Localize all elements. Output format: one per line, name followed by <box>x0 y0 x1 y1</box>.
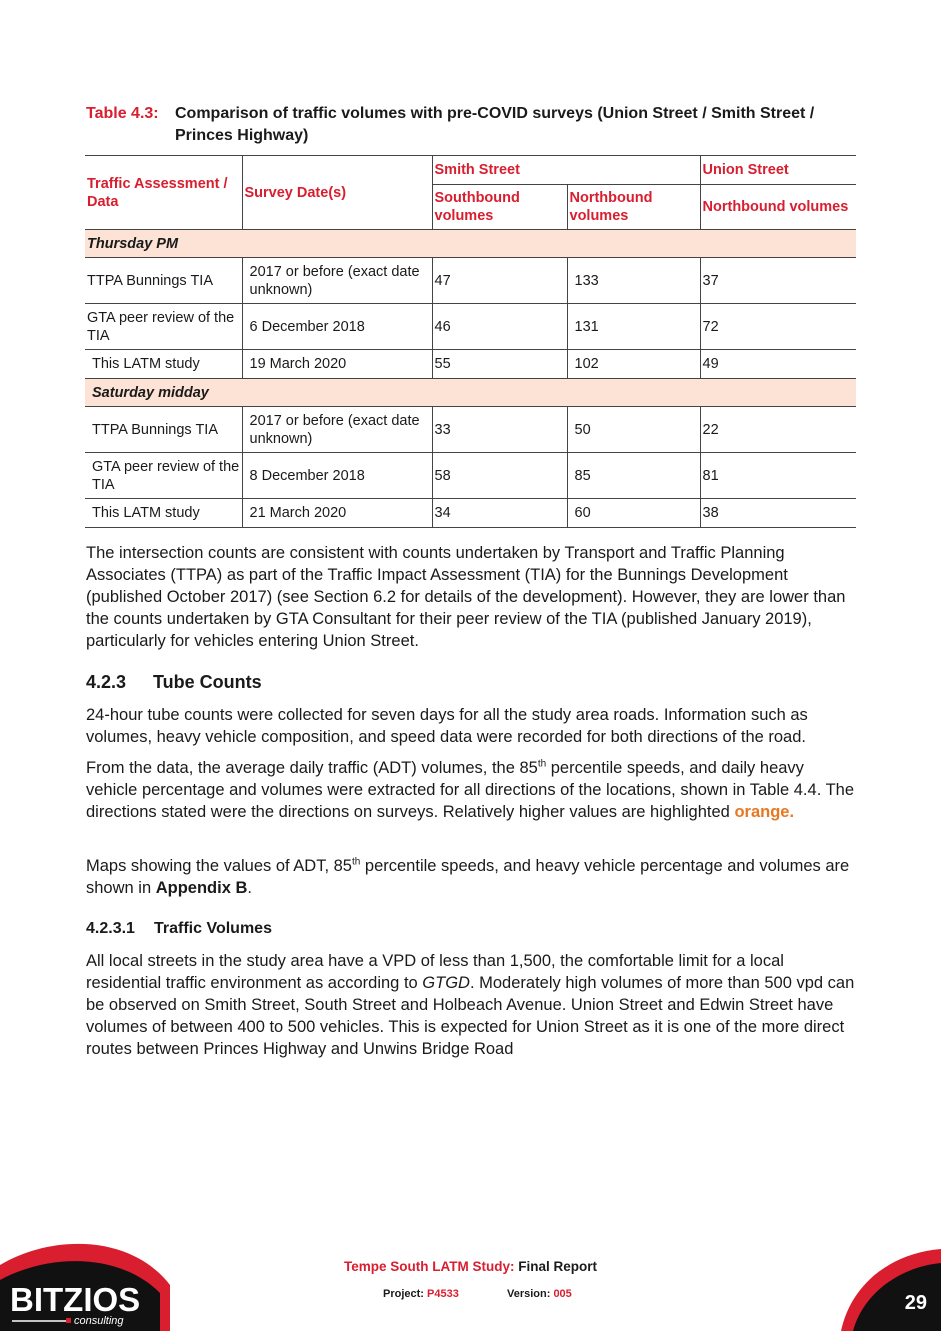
table-number: Table 4.3: <box>86 105 159 122</box>
subsection-title: Traffic Volumes <box>154 920 272 937</box>
header-assessment: Traffic Assessment / Data <box>85 156 242 230</box>
cell-assessment: GTA peer review of the TIA <box>85 453 242 499</box>
section-label: Saturday midday <box>85 379 856 407</box>
section-row <box>85 379 856 407</box>
cell-smith-nb: 102 <box>567 350 700 379</box>
logo-shape-icon <box>0 1225 180 1331</box>
orange-highlight-word: orange. <box>734 803 795 821</box>
cell-assessment: TTPA Bunnings TIA <box>85 258 242 304</box>
page-number: 29 <box>904 1292 927 1314</box>
paragraph-traffic-volumes <box>86 950 856 1060</box>
table-row <box>85 258 856 304</box>
header-smith-street: Smith Street <box>432 156 700 185</box>
cell-union-nb: 22 <box>700 407 856 453</box>
cell-smith-nb: 60 <box>567 499 700 528</box>
cell-smith-sb: 33 <box>432 407 567 453</box>
cell-assessment: This LATM study <box>85 499 242 528</box>
project-label: Project: <box>383 1288 424 1300</box>
cell-date: 2017 or before (exact date unknown) <box>242 407 432 453</box>
cell-smith-sb: 34 <box>432 499 567 528</box>
table-title: Comparison of traffic volumes with pre-COVID surveys (Union Street / Smith Street / Princes Highway) <box>175 105 815 144</box>
cell-union-nb: 38 <box>700 499 856 528</box>
header-smith-northbound: Northbound volumes <box>567 185 700 230</box>
cell-assessment: TTPA Bunnings TIA <box>85 407 242 453</box>
footer-project-meta <box>383 1288 572 1300</box>
header-survey-dates: Survey Date(s) <box>242 156 432 230</box>
version-value: 005 <box>553 1288 572 1300</box>
paragraph-adt <box>86 757 856 823</box>
cell-smith-sb: 55 <box>432 350 567 379</box>
text-span: All local streets in the study area have a VPD of less than 1,500, the comfortable limit for a local residential traffic environment as according to <box>86 952 784 992</box>
appendix-reference: Appendix B <box>155 879 248 897</box>
traffic-volumes-table <box>85 155 856 528</box>
paragraph-maps <box>86 855 856 899</box>
cell-smith-nb: 133 <box>567 258 700 304</box>
table-row <box>85 407 856 453</box>
version-label: Version: <box>506 1288 551 1300</box>
text-span: . Moderately high volumes of more than 500 vpd can be observed on Smith Street, South Street and Holbeach Avenue. Union Street and Edwin Street have volumes of between 400 to 500 vehicles. This is expected for Union Street as it is one of the more direct routes between Princes Highway and Unwins Bridge Road <box>86 974 855 1058</box>
logo-text: BITZIOS <box>10 1281 141 1318</box>
cell-smith-nb: 131 <box>567 304 700 350</box>
paragraph-tube-counts: 24-hour tube counts were collected for seven days for all the study area roads. Information such as volumes, heavy vehicle composition, and speed data were recorded for both directions of the road. <box>86 706 808 746</box>
superscript: th <box>537 758 547 770</box>
section-title: Tube Counts <box>153 672 262 692</box>
cell-date: 8 December 2018 <box>242 453 432 499</box>
section-label: Thursday PM <box>85 230 856 258</box>
table-header-row <box>85 156 856 185</box>
project-value: P4533 <box>427 1288 459 1300</box>
text-span: . <box>247 879 252 897</box>
cell-union-nb: 72 <box>700 304 856 350</box>
section-row <box>85 230 856 258</box>
section-number: 4.2.3 <box>86 672 127 692</box>
cell-smith-sb: 46 <box>432 304 567 350</box>
table-row <box>85 350 856 379</box>
cell-date: 6 December 2018 <box>242 304 432 350</box>
cell-assessment: This LATM study <box>85 350 242 379</box>
text-span: From the data, the average daily traffic (ADT) volumes, the 85 <box>86 759 538 777</box>
table-row <box>85 453 856 499</box>
header-smith-southbound: Southbound volumes <box>432 185 567 230</box>
cell-smith-sb: 58 <box>432 453 567 499</box>
bitzios-logo <box>0 1225 180 1331</box>
paragraph-intersection-counts: The intersection counts are consistent with counts undertaken by Transport and Traffic Planning Associates (TTPA) as part of the Traffic Impact Assessment (TIA) for the Bunnings Development (published October 2017) (see Section 6.2 for details of the development). However, they are lower than the counts undertaken by GTA Consultant for their peer review of the TIA (published January 2019), particularly for vehicles entering Union Street. <box>86 544 846 650</box>
italic-reference: GTGD <box>422 974 470 992</box>
header-union-street: Union Street <box>700 156 856 185</box>
text-span: percentile speeds, and daily heavy vehicle percentage and volumes were extracted for all directions of the locations, shown in Table 4.4. The directions stated were the directions on surveys. Relatively higher values are highlighted <box>86 759 854 821</box>
cell-union-nb: 49 <box>700 350 856 379</box>
page-corner-shape-icon <box>841 1249 941 1331</box>
cell-date: 2017 or before (exact date unknown) <box>242 258 432 304</box>
cell-date: 21 March 2020 <box>242 499 432 528</box>
text-span: Maps showing the values of ADT, 85 <box>86 857 352 875</box>
table-row <box>85 304 856 350</box>
subsection-number: 4.2.3.1 <box>86 920 135 937</box>
cell-smith-sb: 47 <box>432 258 567 304</box>
section-heading <box>86 672 262 693</box>
superscript: th <box>351 856 361 868</box>
cell-union-nb: 81 <box>700 453 856 499</box>
table-row <box>85 499 856 528</box>
logo-subtext: consulting <box>74 1315 124 1327</box>
cell-smith-nb: 50 <box>567 407 700 453</box>
cell-date: 19 March 2020 <box>242 350 432 379</box>
cell-assessment: GTA peer review of the TIA <box>85 304 242 350</box>
subsection-heading <box>86 920 272 938</box>
text-span: percentile speeds, and heavy vehicle percentage and volumes are shown in <box>86 857 850 897</box>
report-name: Tempe South LATM Study: <box>344 1259 515 1274</box>
cell-union-nb: 37 <box>700 258 856 304</box>
cell-smith-nb: 85 <box>567 453 700 499</box>
header-union-northbound: Northbound volumes <box>700 185 856 230</box>
report-type: Final Report <box>514 1259 597 1274</box>
